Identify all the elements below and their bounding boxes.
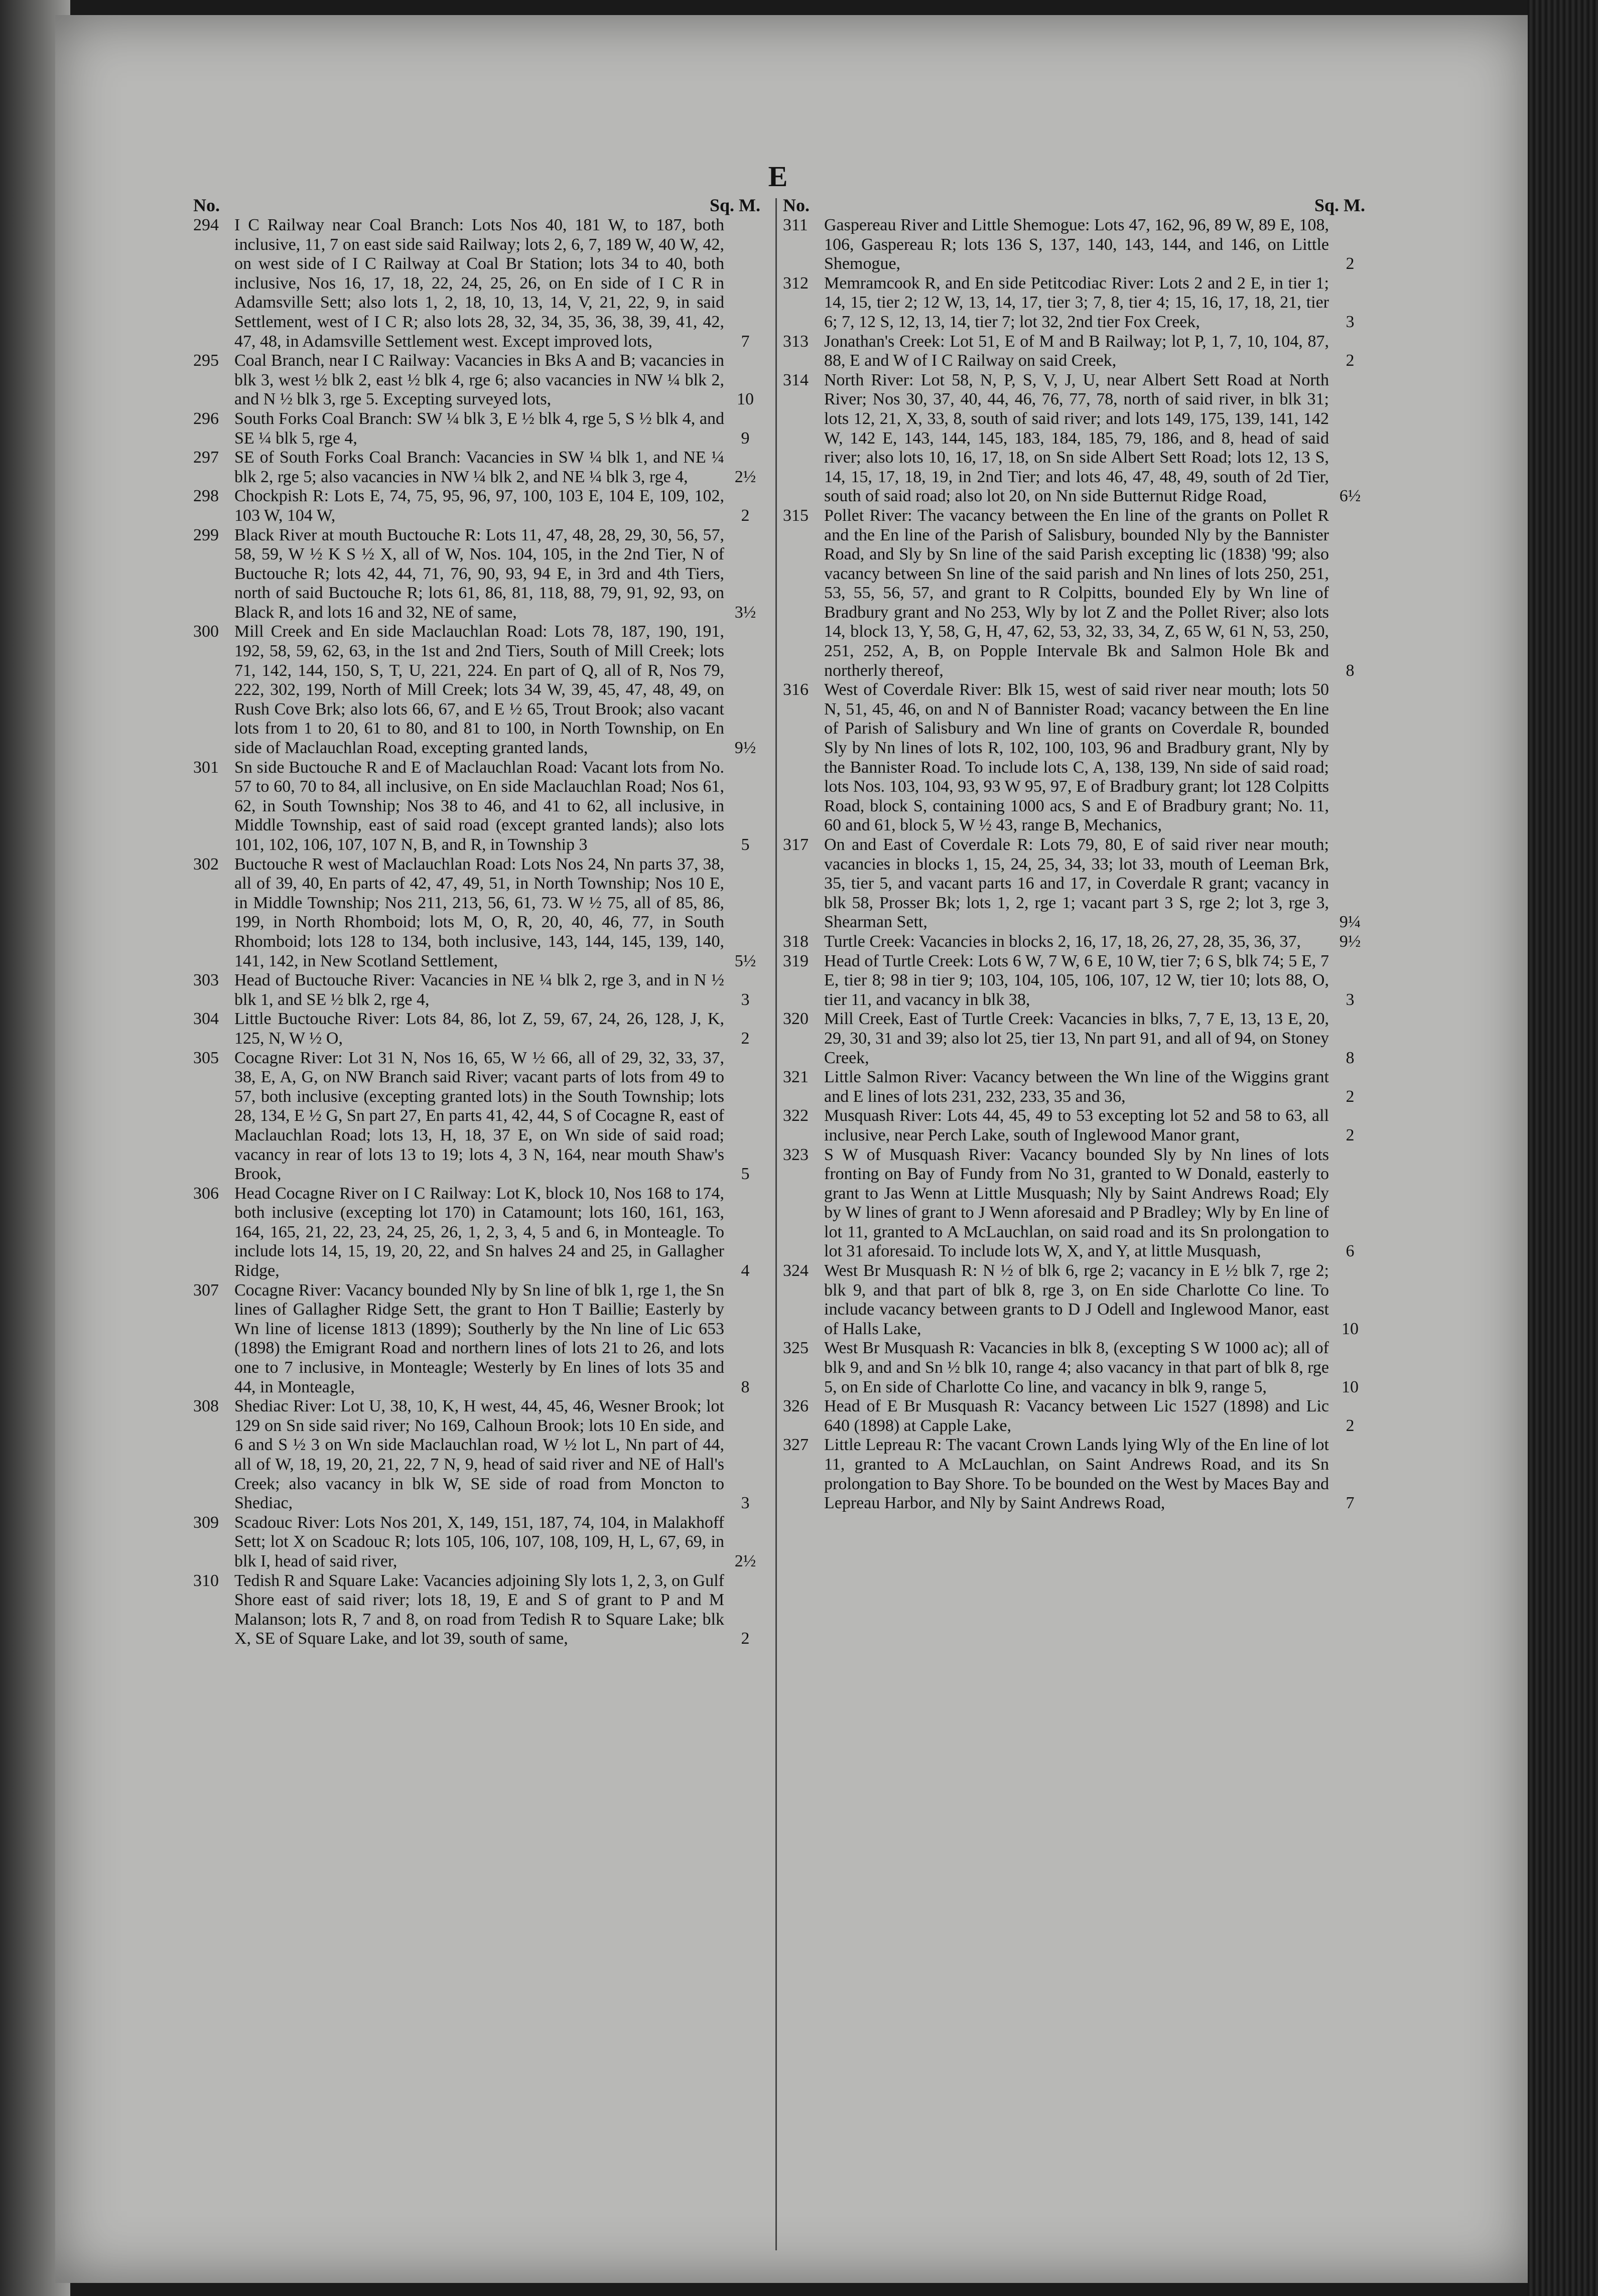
tract-area: 7 (1346, 1494, 1355, 1513)
tract-entry (783, 1261, 1365, 1339)
tract-description: SE of South Forks Coal Branch: Vacancies in SW ¼ blk 1, and NE ¼ blk 2, rge 5; also vacancies in NW ¼ blk 2, and NE ¼ blk 3, rge 4, (234, 448, 724, 486)
tract-area: 2 (741, 1029, 750, 1048)
tract-description: Mill Creek and En side Maclauchlan Road: Lots 78, 187, 190, 191, 192, 58, 59, 62, 63, in the 1st and 2nd Tiers, South of Mill Creek; lots 71, 142, 144, 150, S, T, U, 221, 224. En part of Q, all of R, Nos 79, 222, 302, 199, North of Mill Creek; lots 34 W, 39, 45, 47, 48, 49, on Rush Cove Brk; also lots 66, 67, and E ½ 65, Trout Brook; also vacant lots from 1 to 20, 61 to 80, and 81 to 100, in North Township, on En side of Maclauchlan Road, excepting granted lands, (234, 622, 724, 758)
tract-entry (193, 1281, 760, 1397)
tract-area: 3½ (734, 603, 756, 622)
tract-area: 2 (741, 506, 750, 525)
tract-area: 2 (1346, 254, 1355, 273)
tract-entry (783, 952, 1365, 1010)
tract-number: 326 (783, 1397, 809, 1416)
tract-entry (193, 487, 760, 525)
tract-area: 5½ (734, 951, 756, 970)
tract-area: 3 (741, 990, 750, 1009)
tract-description: Cocagne River: Vacancy bounded Nly by Sn line of blk 1, rge 1, the Sn lines of Gallagher Ridge Sett, the grant to Hon T Baillie; Easterly by Wn line of license 1813 (1899); Southerly by the Nn line of Lic 653 (1898) the Emigrant Road and northern lines of lots 21 to 26, and lots one to 7 inclusive, in Monteagle; Westerly by En lines of lots 35 and 44, in Monteagle, (234, 1280, 724, 1396)
tract-area: 10 (737, 390, 754, 409)
tract-entry (193, 216, 760, 351)
tract-description: Scadouc River: Lots Nos 201, X, 149, 151, 187, 74, 104, in Malakhoff Sett; lot X on Scadouc R; lots 105, 106, 107, 108, 109, H, L, 67, 69, in blk I, head of said river, (234, 1513, 724, 1570)
tract-area: 5 (741, 1165, 750, 1184)
tract-entry (193, 1049, 760, 1184)
tract-entry (193, 1184, 760, 1281)
tract-description: Memramcook R, and En side Petitcodiac River: Lots 2 and 2 E, in tier 1; 14, 15, tier 2; 12 W, 13, 14, 17, tier 3; 7, 8, tier 4; 15, 16, 17, 18, 21, tier 6; 7, 12 S, 12, 13, 14, tier 7; lot 32, 2nd tier Fox Creek, (824, 273, 1329, 331)
right-entries (783, 216, 1365, 1513)
tract-number: 298 (193, 487, 219, 506)
tract-area: 3 (1346, 990, 1355, 1009)
column-divider (775, 198, 777, 2250)
tract-description: Little Lepreau R: The vacant Crown Lands lying Wly of the En line of lot 11, granted to A McLauchlan, on Saint Andrews Road, and its Sn prolongation to Bay Shore. To be bounded on the West by Maces Bay and Lepreau Harbor, and Nly by Saint Andrews Road, (824, 1436, 1329, 1513)
tract-entry (193, 409, 760, 448)
tract-description: Little Salmon River: Vacancy between the Wn line of the Wiggins grant and E lines of lots 231, 232, 233, 35 and 36, (824, 1068, 1329, 1106)
tract-area: 9¼ (1339, 913, 1361, 932)
tract-number: 320 (783, 1010, 809, 1029)
tract-number: 314 (783, 370, 809, 389)
tract-description: Cocagne River: Lot 31 N, Nos 16, 65, W ½ 66, all of 29, 32, 33, 37, 38, E, A, G, on NW Branch said River; vacant parts of lots from 49 to 57, both inclusive (excepting granted lots) in the South Township; lots 28, 134, E ½ G, Sn part 27, En parts 41, 42, 44, S of Cocagne R, east of Maclauchlan Road; lots 13, H, 18, 37 E, on Wn side of said road; vacancy in rear of lots 13 to 19; lots 4, 3 N, 164, near mouth Shaw's Brook, (234, 1048, 724, 1184)
tract-number: 317 (783, 835, 809, 854)
tract-number: 309 (193, 1513, 219, 1532)
tract-area: 8 (1346, 1048, 1355, 1067)
tract-area: 2 (1346, 1125, 1355, 1144)
tract-area: 3 (741, 1494, 750, 1513)
tract-number: 300 (193, 622, 219, 641)
tract-description: Coal Branch, near I C Railway: Vacancies in Bks A and B; vacancies in blk 3, west ½ blk 2, east ½ blk 4, rge 6; also vacancies in NW ¼ blk 2, and N ½ blk 3, rge 5. Excepting surveyed lots, (234, 351, 724, 409)
page-letter: E (768, 160, 788, 193)
tract-description: Turtle Creek: Vacancies in blocks 2, 16, 17, 18, 26, 27, 28, 35, 36, 37, (824, 932, 1301, 951)
tract-area: 5 (741, 835, 750, 854)
tract-area: 3 (1346, 312, 1355, 331)
tract-description: Chockpish R: Lots E, 74, 75, 95, 96, 97, 100, 103 E, 104 E, 109, 102, 103 W, 104 W, (234, 487, 724, 525)
tract-number: 299 (193, 525, 219, 544)
number-header: No. (193, 195, 220, 215)
tract-area: 2 (1346, 351, 1355, 370)
tract-area: 9½ (1339, 932, 1361, 951)
tract-area: 6 (1346, 1242, 1355, 1261)
tract-description: Head Cocagne River on I C Railway: Lot K, block 10, Nos 168 to 174, both inclusive (excepting lot 170) in Catamount; lots 160, 161, 163, 164, 165, 21, 22, 23, 24, 25, 26, 1, 2, 3, 4, 5 and 6, in Monteagle. To include lots 14, 15, 19, 20, 22, and Sn halves 24 and 25, in Gallagher Ridge, (234, 1184, 724, 1280)
tract-number: 297 (193, 448, 219, 467)
tract-area: 2 (1346, 1087, 1355, 1106)
tract-entry (783, 1339, 1365, 1397)
tract-entry (193, 1010, 760, 1048)
tract-number: 295 (193, 351, 219, 370)
tract-description: Buctouche R west of Maclauchlan Road: Lots Nos 24, Nn parts 37, 38, all of 39, 40, En parts of 42, 47, 49, 51, in North Township; Nos 10 E, in Middle Township; Nos 211, 213, 56, 61, 73. W ½ 75, all of 85, 86, 199, in North Rhomboid; lots M, O, R, 20, 40, 46, 77, in South Rhomboid; lots 128 to 134, both inclusive, 143, 144, 145, 139, 140, 141, 142, in New Scotland Settlement, (234, 854, 724, 970)
tract-entry (193, 622, 760, 758)
tract-entry (193, 1513, 760, 1571)
tract-description: Head of E Br Musquash R: Vacancy between Lic 1527 (1898) and Lic 640 (1898) at Capple Lake, (824, 1397, 1329, 1435)
tract-number: 306 (193, 1184, 219, 1203)
tract-area: 2½ (734, 467, 756, 486)
tract-number: 321 (783, 1068, 809, 1087)
left-entries (193, 216, 760, 1649)
tract-description: Sn side Buctouche R and E of Maclauchlan Road: Vacant lots from No. 57 to 60, 70 to 84, all inclusive, on En side Maclauchlan Road; Nos 61, 62, in South Township; Nos 38 to 46, and 41 to 62, all inclusive, in Middle Township, east of said road (except granted lands); also lots 101, 102, 106, 107, 107 N, B, and R, in Township 3 (234, 758, 724, 854)
tract-description: Little Buctouche River: Lots 84, 86, lot Z, 59, 67, 24, 26, 128, J, K, 125, N, W ½ O, (234, 1010, 724, 1048)
tract-entry (783, 1397, 1365, 1436)
page-edge (1528, 0, 1598, 2296)
tract-description: Tedish R and Square Lake: Vacancies adjoining Sly lots 1, 2, 3, on Gulf Shore east of said river; lots 18, 19, E and S of grant to P and M Malanson; lots R, 7 and 8, on road from Tedish R to Square Lake; blk X, SE of Square Lake, and lot 39, south of same, (234, 1571, 724, 1648)
tract-number: 304 (193, 1010, 219, 1029)
tract-entry (783, 932, 1365, 952)
tract-description: Pollet River: The vacancy between the En line of the grants on Pollet R and the En line of the Parish of Salisbury, bounded Nly by the Bannister Road, and Sly by Sn line of the said Parish excepting lic (1838) '99; also vacancy between Sn line of the said parish and Nn lines of lots 250, 251, 53, 55, 56, 57, and grant to R Colpitts, bounded Ely by Wn line of Bradbury grant and No 253, Wly by lot Z and the Pollet River; also lots 14, block 13, Y, 58, G, H, 47, 62, 53, 32, 33, 34, Z, 65 W, 61 N, 53, 250, 251, 252, A, B, on Popple Intervale Bk and Salmon Hole Bk and northerly thereof, (824, 506, 1329, 680)
tract-entry (783, 680, 1365, 835)
tract-entry (193, 351, 760, 409)
tract-number: 301 (193, 758, 219, 777)
tract-number: 310 (193, 1571, 219, 1590)
tract-description: South Forks Coal Branch: SW ¼ blk 3, E ½ blk 4, rge 5, S ½ blk 4, and SE ¼ blk 5, rge 4, (234, 409, 724, 448)
area-header: Sq. M. (1314, 195, 1365, 215)
tract-number: 327 (783, 1436, 809, 1455)
tract-entry (783, 835, 1365, 932)
tract-number: 325 (783, 1339, 809, 1358)
tract-number: 303 (193, 971, 219, 990)
tract-description: Head of Buctouche River: Vacancies in NE ¼ blk 2, rge 3, and in N ½ blk 1, and SE ½ blk 2, rge 4, (234, 971, 724, 1009)
right-column (783, 195, 1365, 1513)
tract-area: 9½ (734, 739, 756, 758)
tract-description: Mill Creek, East of Turtle Creek: Vacancies in blks, 7, 7 E, 13, 13 E, 20, 29, 30, 31 and 39; also lot 25, tier 13, Nn part 91, and all of 94, on Stoney Creek, (824, 1010, 1329, 1067)
tract-description: Black River at mouth Buctouche R: Lots 11, 47, 48, 28, 29, 30, 56, 57, 58, 59, W ½ K S ½ X, all of W, Nos. 104, 105, in the 2nd Tier, N of Buctouche R; lots 42, 44, 71, 76, 90, 93, 94 E, in 3rd and 4th Tiers, north of said Buctouche R; lots 61, 86, 81, 118, 88, 79, 91, 92, 93, on Black R, and lots 16 and 32, NE of same, (234, 525, 724, 622)
tract-entry (783, 1145, 1365, 1262)
tract-area: 2 (1346, 1416, 1355, 1435)
tract-description: S W of Musquash River: Vacancy bounded Sly by Nn lines of lots fronting on Bay of Fundy from No 31, granted to W Donald, easterly to grant to Jas Wenn at Little Musquash; Nly by Saint Andrews Road; Ely by W lines of grant to J Wenn aforesaid and P Bradley; Wly by En line of lot 11, granted to A McLauchlan, on said road and its Sn prolongation to lot 31 aforesaid. To include lots W, X, and Y, at little Musquash, (824, 1145, 1329, 1261)
tract-entry (783, 506, 1365, 680)
tract-entry (783, 332, 1365, 371)
left-column (193, 195, 760, 1649)
tract-area: 6½ (1339, 487, 1361, 506)
tract-entry (193, 855, 760, 971)
tract-description: On and East of Coverdale R: Lots 79, 80, E of said river near mouth; vacancies in blocks 1, 15, 24, 25, 34, 33; lot 33, mouth of Leeman Brk, 35, tier 5, and vacant parts 16 and 17, in Coverdale R grant; vacancy in blk 58, Prosser Bk; lots 1, 2, rge 1; vacant part 3 S, rge 2; lot 3, rge 3, Shearman Sett, (824, 835, 1329, 932)
tract-description: Head of Turtle Creek: Lots 6 W, 7 W, 6 E, 10 W, tier 7; 6 S, blk 74; 5 E, 7 E, tier 8; 98 in tier 9; 103, 104, 105, 106, 107, 12 W, tier 10; lots 88, O, tier 11, and vacancy in blk 38, (824, 951, 1329, 1009)
tract-number: 302 (193, 854, 219, 874)
tract-number: 294 (193, 216, 219, 234)
tract-entry (193, 526, 760, 623)
left-column-header (193, 195, 760, 216)
tract-description: West of Coverdale River: Blk 15, west of said river near mouth; lots 50 N, 51, 45, 46, on and N of Bannister Road; vacancy between the En line of Parish of Salisbury and Wn line of grants on Coverdale R, bounded Sly by Nn lines of lots R, 102, 100, 103, 96 and Bradbury grant, Nly by the Bannister Road. To include lots C, A, 138, 139, Nn side of said road; lots Nos. 103, 104, 93, 93 W 95, 97, E of Bradbury grant; lot 128 Colpitts Road, block S, containing 1000 acs, S and E of Bradbury grant; No. 11, 60 and 61, block 5, W ½ 43, range B, Mechanics, (824, 680, 1329, 835)
number-header: No. (783, 195, 810, 215)
tract-entry (193, 1571, 760, 1649)
tract-description: Musquash River: Lots 44, 45, 49 to 53 excepting lot 52 and 58 to 63, all inclusive, near Perch Lake, south of Inglewood Manor grant, (824, 1106, 1329, 1144)
tract-entry (193, 758, 760, 855)
tract-entry (193, 971, 760, 1010)
tract-number: 316 (783, 680, 809, 699)
tract-description: I C Railway near Coal Branch: Lots Nos 40, 181 W, to 187, both inclusive, 11, 7 on east side said Railway; lots 2, 6, 7, 189 W, 40 W, 42, on west side of I C Railway at Coal Br Station; lots 34 to 40, both inclusive, Nos 16, 17, 18, 22, 24, 25, 26, on En side of I C R in Adamsville Sett; also lots 1, 2, 18, 10, 13, 14, V, 21, 22, 9, in said Settlement, west of I C R; also lots 28, 32, 34, 35, 36, 38, 39, 41, 42, 47, 48, in Adamsville Settlement west. Except improved lots, (234, 216, 724, 351)
tract-entry (193, 448, 760, 487)
tract-number: 323 (783, 1145, 809, 1164)
tract-number: 322 (783, 1106, 809, 1125)
tract-area: 2½ (734, 1551, 756, 1570)
tract-entry (783, 1068, 1365, 1106)
tract-entry (783, 274, 1365, 332)
tract-entry (783, 216, 1365, 274)
tract-number: 296 (193, 409, 219, 428)
tract-description: Shediac River: Lot U, 38, 10, K, H west, 44, 45, 46, Wesner Brook; lot 129 on Sn side said river; No 169, Calhoun Brook; lots 10 En side, and 6 and S ½ 3 on Wn side Maclauchlan road, W ½ lot L, Nn part of 44, all of W, 18, 19, 20, 21, 22, 7 N, 9, head of said river and NE of Hall's Creek; also vacancy in blk W, SE side of road from Moncton to Shediac, (234, 1397, 724, 1513)
tract-description: Jonathan's Creek: Lot 51, E of M and B Railway; lot P, 1, 7, 10, 104, 87, 88, E and W of I C Railway on said Creek, (824, 332, 1329, 370)
tract-entry (783, 371, 1365, 506)
tract-area: 2 (741, 1629, 750, 1648)
tract-area: 7 (741, 332, 750, 351)
tract-number: 318 (783, 932, 809, 951)
tract-number: 308 (193, 1397, 219, 1416)
tract-entry (783, 1436, 1365, 1513)
tract-area: 4 (741, 1261, 750, 1280)
tract-description: Gaspereau River and Little Shemogue: Lots 47, 162, 96, 89 W, 89 E, 108, 106, Gaspereau R; lots 136 S, 137, 140, 143, 144, and 146, on Little Shemogue, (824, 216, 1329, 273)
tract-entry (193, 1397, 760, 1513)
tract-entry (783, 1106, 1365, 1145)
tract-number: 313 (783, 332, 809, 351)
tract-area: 8 (741, 1377, 750, 1396)
tract-number: 319 (783, 951, 809, 970)
tract-entry (783, 1010, 1365, 1068)
tract-area: 8 (1346, 661, 1355, 680)
tract-area: 10 (1342, 1319, 1359, 1338)
tract-area: 10 (1342, 1377, 1359, 1396)
tract-area: 9 (741, 428, 750, 448)
tract-description: West Br Musquash R: N ½ of blk 6, rge 2; vacancy in E ½ blk 7, rge 2; blk 9, and that part of blk 8, rge 3, on En side Charlotte Co line. To include vacancy between grants to D J Odell and Inglewood Manor, east of Halls Lake, (824, 1261, 1329, 1338)
tract-number: 315 (783, 506, 809, 525)
tract-description: North River: Lot 58, N, P, S, V, J, U, near Albert Sett Road at North River; Nos 30, 37, 40, 44, 46, 76, 77, 78, north of said river, in blk 31; lots 12, 21, X, 33, 8, south of said river; and lots 149, 175, 139, 141, 142 W, 142 E, 143, 144, 145, 183, 184, 185, 79, 186, and 8, head of said river; also lots 10, 16, 17, 18, on Sn side Albert Sett Road; lots 12, 13 S, 14, 15, 17, 18, 19, in 2nd Tier; and lots 46, 47, 48, 49, south of 2d Tier, south of said road; also lot 20, on Nn side Butternut Ridge Road, (824, 370, 1329, 506)
tract-description: West Br Musquash R: Vacancies in blk 8, (excepting S W 1000 ac); all of blk 9, and and Sn ½ blk 10, range 4; also vacancy in that part of blk 8, rge 5, on En side of Charlotte Co line, and vacancy in blk 9, range 5, (824, 1339, 1329, 1396)
area-header: Sq. M. (709, 195, 760, 215)
tract-number: 324 (783, 1261, 809, 1280)
tract-number: 307 (193, 1280, 219, 1300)
right-column-header (783, 195, 1365, 216)
tract-number: 312 (783, 273, 809, 293)
tract-number: 311 (783, 216, 808, 234)
tract-number: 305 (193, 1048, 219, 1067)
